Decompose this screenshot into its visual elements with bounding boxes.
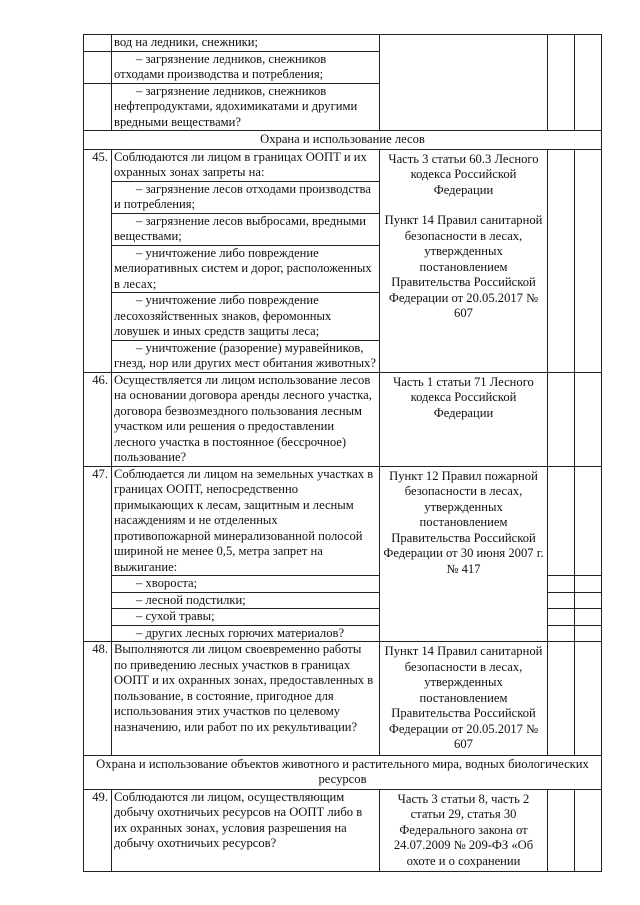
answer-cell[interactable] xyxy=(548,789,575,872)
answer-cell[interactable] xyxy=(575,789,602,872)
answer-cell[interactable] xyxy=(548,576,575,593)
question-item-cell xyxy=(112,609,380,626)
list-item: – загрязнение лесов отходами производства и потребления; xyxy=(114,182,377,213)
list-item: – загрязнение ледников, снежников нефтепродуктами, ядохимикатами и другими вредными веществами? xyxy=(114,84,377,131)
row-number-47: 47. xyxy=(84,466,112,642)
question-item-cell xyxy=(112,293,380,341)
list-item: – хвороста; xyxy=(114,576,377,592)
row-number-cell xyxy=(84,83,112,131)
row-number-cell xyxy=(84,51,112,83)
table-row xyxy=(84,466,602,576)
law-reference: Пункт 14 Правил санитарной безопасности в лесах, утвержденных постановлением Правительства Российской Федерации от 20.05.2017 № 607 xyxy=(384,213,543,320)
row-number-48: 48. xyxy=(84,642,112,756)
answer-cell[interactable] xyxy=(548,642,575,756)
answer-cell[interactable] xyxy=(548,592,575,609)
law-cell-48: Пункт 14 Правил санитарной безопасности в лесах, утвержденных постановлением Правительства Российской Федерации от 20.05.2017 № 607 xyxy=(380,642,548,756)
question-item-cell xyxy=(112,576,380,593)
list-item: – уничтожение (разорение) муравейников, гнезд, нор или других мест обитания животных? xyxy=(114,341,377,372)
table-row xyxy=(84,372,602,466)
question-item-cell xyxy=(112,592,380,609)
list-item: – уничтожение либо повреждение мелиоративных систем и дорог, расположенных в лесах; xyxy=(114,246,377,293)
law-reference: Часть 3 статьи 60.3 Лесного кодекса Российской Федерации xyxy=(388,151,539,197)
law-cell xyxy=(380,35,548,131)
question-item-cell xyxy=(112,83,380,131)
list-item: – других лесных горючих материалов? xyxy=(114,626,377,642)
question-item-cell xyxy=(112,181,380,213)
checklist-table xyxy=(83,34,602,872)
answer-cell[interactable] xyxy=(575,149,602,372)
list-item: – сухой травы; xyxy=(114,609,377,625)
law-cell-46: Часть 1 статьи 71 Лесного кодекса Российской Федерации xyxy=(380,372,548,466)
answer-cell[interactable] xyxy=(548,35,575,131)
row-number-49: 49. xyxy=(84,789,112,872)
table-row xyxy=(84,35,602,52)
table-row xyxy=(84,149,602,181)
section-wildlife-heading: Охрана и использование объектов животного и растительного мира, водных биологических ресурсов xyxy=(84,755,602,789)
row-number-45: 45. xyxy=(84,149,112,372)
question-48: Выполняются ли лицом своевременно работы по приведению лесных участков в границах ООПТ и их охранных зонах, предоставленных в пользование, в состояние, пригодное для использования этих участков по целевому назначению, или работ по их рекультивации? xyxy=(112,642,380,756)
row-number-46: 46. xyxy=(84,372,112,466)
question-45-intro: Соблюдаются ли лицом в границах ООПТ и их охранных зонах запреты на: xyxy=(112,149,380,181)
section-row xyxy=(84,131,602,150)
question-49: Соблюдаются ли лицом, осуществляющим добычу охотничьих ресурсов на ООПТ либо в их охранных зонах, условия разрешения на добычу охотничьих ресурсов? xyxy=(112,789,380,872)
question-cell: вод на ледники, снежники; xyxy=(112,35,380,52)
question-47-intro: Соблюдается ли лицом на земельных участках в границах ООПТ, непосредственно примыкающих к лесам, защитным и лесным насаждениям и не отделенных противопожарной минерализованной полосой шириной не менее 0,5, метра запрет на выжигание: xyxy=(112,466,380,576)
section-row xyxy=(84,755,602,789)
answer-cell[interactable] xyxy=(575,466,602,576)
document-page xyxy=(83,34,602,872)
law-cell-47: Пункт 12 Правил пожарной безопасности в лесах, утвержденных постановлением Правительства Российской Федерации от 30 июня 2007 г. № 417 xyxy=(380,466,548,642)
list-item: – загрязнение лесов выбросами, вредными веществами; xyxy=(114,214,377,245)
answer-cell[interactable] xyxy=(575,576,602,593)
section-forest-heading: Охрана и использование лесов xyxy=(84,131,602,150)
answer-cell[interactable] xyxy=(575,609,602,626)
question-item-cell xyxy=(112,340,380,372)
answer-cell[interactable] xyxy=(548,372,575,466)
question-item-cell xyxy=(112,213,380,245)
question-item-cell xyxy=(112,245,380,293)
answer-cell[interactable] xyxy=(575,625,602,642)
answer-cell[interactable] xyxy=(575,372,602,466)
answer-cell[interactable] xyxy=(575,642,602,756)
answer-cell[interactable] xyxy=(548,625,575,642)
answer-cell[interactable] xyxy=(575,35,602,131)
answer-cell[interactable] xyxy=(548,466,575,576)
list-item: – лесной подстилки; xyxy=(114,593,377,609)
list-item: – загрязнение ледников, снежников отходами производства и потребления; xyxy=(114,52,377,83)
row-number-cell xyxy=(84,35,112,52)
answer-cell[interactable] xyxy=(548,609,575,626)
list-item: – уничтожение либо повреждение лесохозяйственных знаков, феромонных ловушек и иных средств защиты леса; xyxy=(114,293,377,340)
answer-cell[interactable] xyxy=(575,592,602,609)
question-item-cell xyxy=(112,625,380,642)
question-46: Осуществляется ли лицом использование лесов на основании договора аренды лесного участка, договора безвозмездного пользования лесным участком или решения о предоставлении лесного участка в постоянное (бессрочное) пользование? xyxy=(112,372,380,466)
law-cell-45 xyxy=(380,149,548,372)
table-row xyxy=(84,789,602,872)
table-row xyxy=(84,642,602,756)
law-cell-49: Часть 3 статьи 8, часть 2 статьи 29, статья 30 Федерального закона от 24.07.2009 № 209-ФЗ «Об охоте и о сохранении xyxy=(380,789,548,872)
question-item-cell xyxy=(112,51,380,83)
answer-cell[interactable] xyxy=(548,149,575,372)
